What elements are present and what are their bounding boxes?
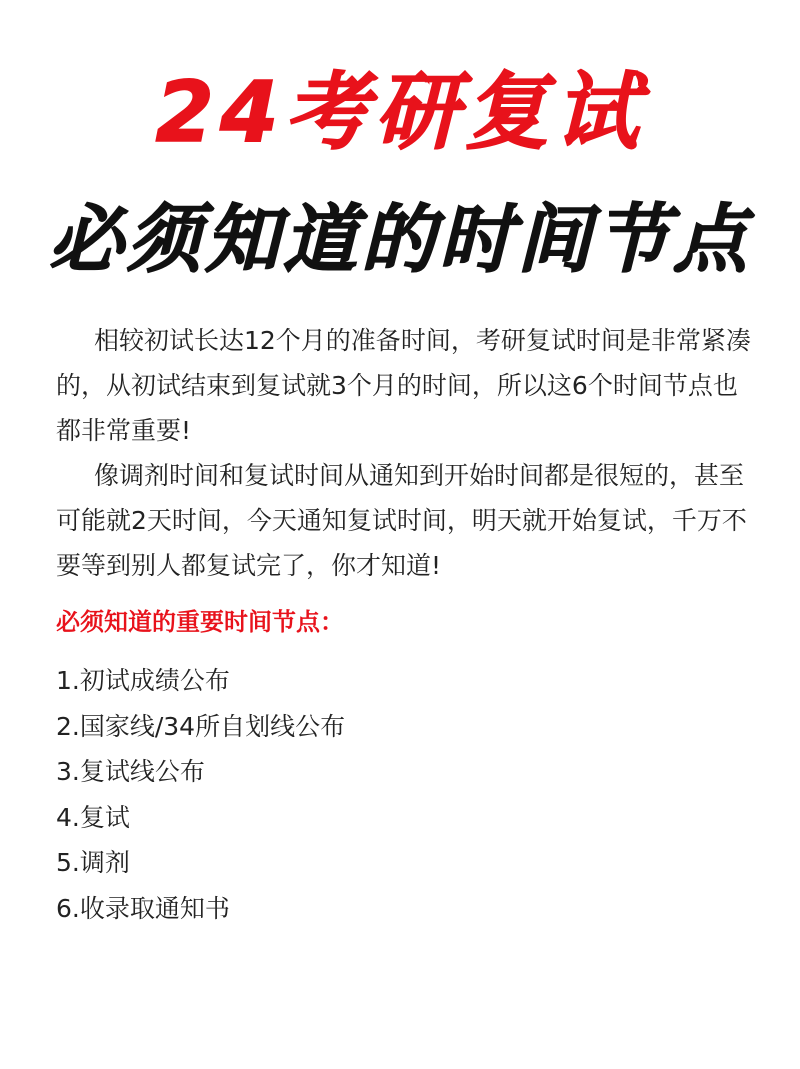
intro-paragraph-2: 像调剂时间和复试时间从通知到开始时间都是很短的，甚至可能就2天时间，今天通知复试时间，明天就开始复试，千万不要等到别人都复试完了，你才知道! <box>56 461 747 580</box>
list-item: 6.收录取通知书 <box>56 893 230 923</box>
intro-paragraph-1: 相较初试长达12个月的准备时间，考研复试时间是非常紧凑的，从初试结束到复试就3个月的时间，所以这6个时间节点也都非常重要! <box>56 326 751 445</box>
page-subtitle: 必须知道的时间节点 <box>49 197 751 283</box>
list-item: 1.初试成绩公布 <box>56 666 230 695</box>
list-item: 3.复试线公布 <box>56 757 205 786</box>
page-title: 24考研复试 <box>155 63 645 161</box>
list-item: 2.国家线/34所自划线公布 <box>56 711 346 741</box>
milestone-list <box>56 658 345 931</box>
list-item: 5.调剂 <box>56 848 130 877</box>
section-heading: 必须知道的重要时间节点： <box>56 608 344 636</box>
list-item: 4.复试 <box>56 802 130 832</box>
